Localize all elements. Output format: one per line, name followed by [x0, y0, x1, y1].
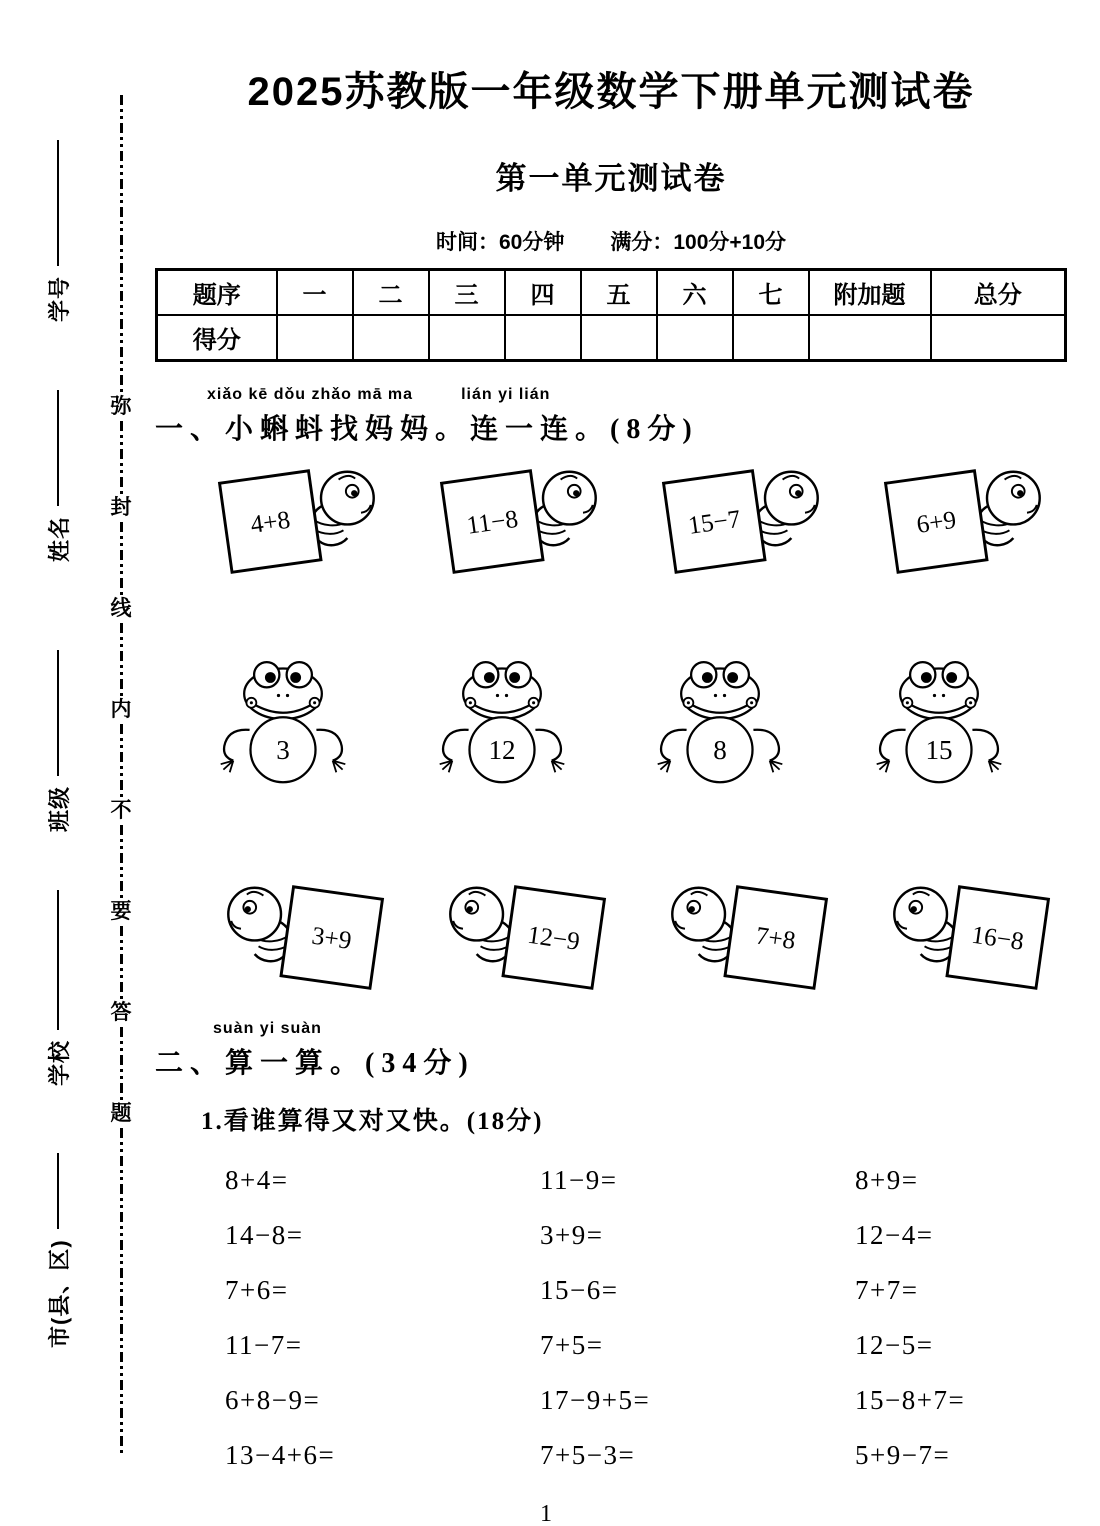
- seal-line-segment: [120, 95, 123, 394]
- seal-char: 内: [110, 698, 132, 722]
- score-header-cell: 附加题: [809, 270, 931, 316]
- score-empty-cell: [429, 315, 505, 361]
- seal-line-segment: [120, 1128, 123, 1457]
- frog-figure: [215, 654, 351, 799]
- seal-line-segment: [120, 926, 123, 1001]
- problem: 3+9=: [540, 1220, 604, 1250]
- problem: 7+7=: [855, 1275, 919, 1305]
- frog-figure: [871, 654, 1007, 799]
- problem: 8+9=: [855, 1165, 919, 1195]
- score-table-header-row: [157, 270, 1066, 316]
- section2-heading: 二、算一算。(34分): [155, 1048, 475, 1079]
- tadpole-expression: 7+8: [754, 921, 798, 955]
- score-empty-cell: [581, 315, 657, 361]
- sidebar-field-name: [40, 390, 76, 562]
- score-header-cell: 四: [505, 270, 581, 316]
- unit-title: 第一单元测试卷: [495, 161, 727, 196]
- section2-pinyin: suàn yi suàn: [213, 1020, 322, 1037]
- problem: 14−8=: [225, 1220, 304, 1250]
- frog-number: 12: [488, 734, 516, 765]
- frog-number: 8: [713, 734, 728, 765]
- exam-time: 时间：60分钟: [435, 231, 565, 254]
- score-header-cell: 一: [277, 270, 353, 316]
- score-header-cell: 六: [657, 270, 733, 316]
- field-label-city-district: 市(县、区): [46, 1239, 72, 1348]
- seal-line: [106, 95, 136, 1457]
- score-header-cell: 七: [733, 270, 809, 316]
- tadpole-expression: 16−8: [969, 920, 1026, 956]
- field-label-student-number: 学号: [46, 275, 72, 322]
- field-label-class: 班级: [46, 785, 72, 832]
- problem: 11−7=: [225, 1330, 303, 1360]
- score-table-score-row: [157, 315, 1066, 361]
- tadpole-expression: 6+9: [914, 505, 958, 539]
- problem: 12−4=: [855, 1220, 934, 1250]
- score-table: [155, 268, 1067, 362]
- seal-line-segment: [120, 623, 123, 698]
- problem: 7+5−3=: [540, 1440, 636, 1470]
- tadpole-figure: [659, 461, 831, 588]
- seal-line-segment: [120, 724, 123, 799]
- seal-char: 要: [110, 900, 132, 924]
- problem: 12−5=: [855, 1330, 934, 1360]
- tadpole-figure-mirrored: [659, 877, 831, 1004]
- field-blank-line: [57, 390, 59, 506]
- frog-number: 3: [276, 734, 290, 765]
- tadpole-figure-mirrored: [215, 877, 387, 1004]
- sidebar-field-student-number: [40, 140, 76, 322]
- sidebar-field-city-district: [40, 1153, 76, 1348]
- frog-row: [155, 654, 1067, 799]
- field-blank-line: [57, 140, 59, 266]
- score-empty-cell: [931, 315, 1066, 361]
- problem: 7+5=: [540, 1330, 604, 1360]
- field-label-school: 学校: [46, 1039, 72, 1086]
- field-blank-line: [57, 890, 59, 1030]
- score-row-label: 得分: [157, 315, 277, 361]
- problem: 5+9−7=: [855, 1440, 951, 1470]
- exam-full-score: 满分：100分+10分: [610, 231, 787, 254]
- page-title: 2025苏教版一年级数学下册单元测试卷: [247, 70, 975, 114]
- tadpole-figure: [215, 461, 387, 588]
- score-empty-cell: [657, 315, 733, 361]
- seal-line-segment: [120, 1027, 123, 1102]
- seal-char: 弥: [110, 395, 132, 419]
- score-empty-cell: [733, 315, 809, 361]
- problem: 17−9+5=: [540, 1385, 651, 1415]
- tadpole-expression: 12−9: [525, 920, 582, 956]
- seal-line-segment: [120, 522, 123, 597]
- score-header-cell: 五: [581, 270, 657, 316]
- exam-meta: [155, 226, 1067, 256]
- sidebar-field-class: [40, 650, 76, 832]
- score-header-cell: 二: [353, 270, 429, 316]
- tadpole-row-top: [155, 461, 1067, 588]
- problems-grid: [155, 1157, 1067, 1487]
- problem: 15−8+7=: [855, 1385, 966, 1415]
- field-blank-line: [57, 1153, 59, 1229]
- section1-pinyin: xiǎo kē dǒu zhǎo mā ma lián yi lián: [207, 386, 551, 403]
- score-empty-cell: [809, 315, 931, 361]
- score-empty-cell: [353, 315, 429, 361]
- seal-char: 不: [110, 799, 132, 823]
- score-header-cell: 总分: [931, 270, 1066, 316]
- tadpole-figure-mirrored: [881, 877, 1053, 1004]
- seal-line-segment: [120, 421, 123, 496]
- page-number: 1: [540, 1501, 552, 1526]
- tadpole-expression: 11−8: [464, 504, 520, 540]
- score-header-cell: 题序: [157, 270, 277, 316]
- problem: 15−6=: [540, 1275, 619, 1305]
- problem: 13−4+6=: [225, 1440, 336, 1470]
- field-label-name: 姓名: [46, 515, 72, 562]
- tadpole-expression: 3+9: [310, 921, 354, 955]
- tadpole-expression: 15−7: [686, 504, 743, 540]
- problem: 7+6=: [225, 1275, 289, 1305]
- main-content: [155, 0, 1067, 1526]
- sidebar-field-school: [40, 890, 76, 1086]
- seal-char: 线: [110, 597, 132, 621]
- score-empty-cell: [277, 315, 353, 361]
- problem: 8+4=: [225, 1165, 289, 1195]
- problem: 6+8−9=: [225, 1385, 321, 1415]
- seal-char: 题: [110, 1102, 132, 1126]
- tadpole-row-bottom: [155, 877, 1067, 1004]
- seal-line-segment: [120, 825, 123, 900]
- frog-figure: [434, 654, 570, 799]
- field-blank-line: [57, 650, 59, 776]
- seal-char: 答: [110, 1001, 132, 1025]
- tadpole-figure-mirrored: [437, 877, 609, 1004]
- score-header-cell: 三: [429, 270, 505, 316]
- problem: 11−9=: [540, 1165, 618, 1195]
- section2-subtask: 1.看谁算得又对又快。(18分): [201, 1108, 544, 1135]
- score-empty-cell: [505, 315, 581, 361]
- tadpole-figure: [437, 461, 609, 588]
- frog-figure: [652, 654, 788, 799]
- tadpole-expression: 4+8: [248, 505, 292, 539]
- seal-char: 封: [110, 496, 132, 520]
- frog-number: 15: [925, 734, 953, 765]
- section1-heading: 一、小蝌蚪找妈妈。连一连。(8分): [155, 414, 699, 445]
- tadpole-figure: [881, 461, 1053, 588]
